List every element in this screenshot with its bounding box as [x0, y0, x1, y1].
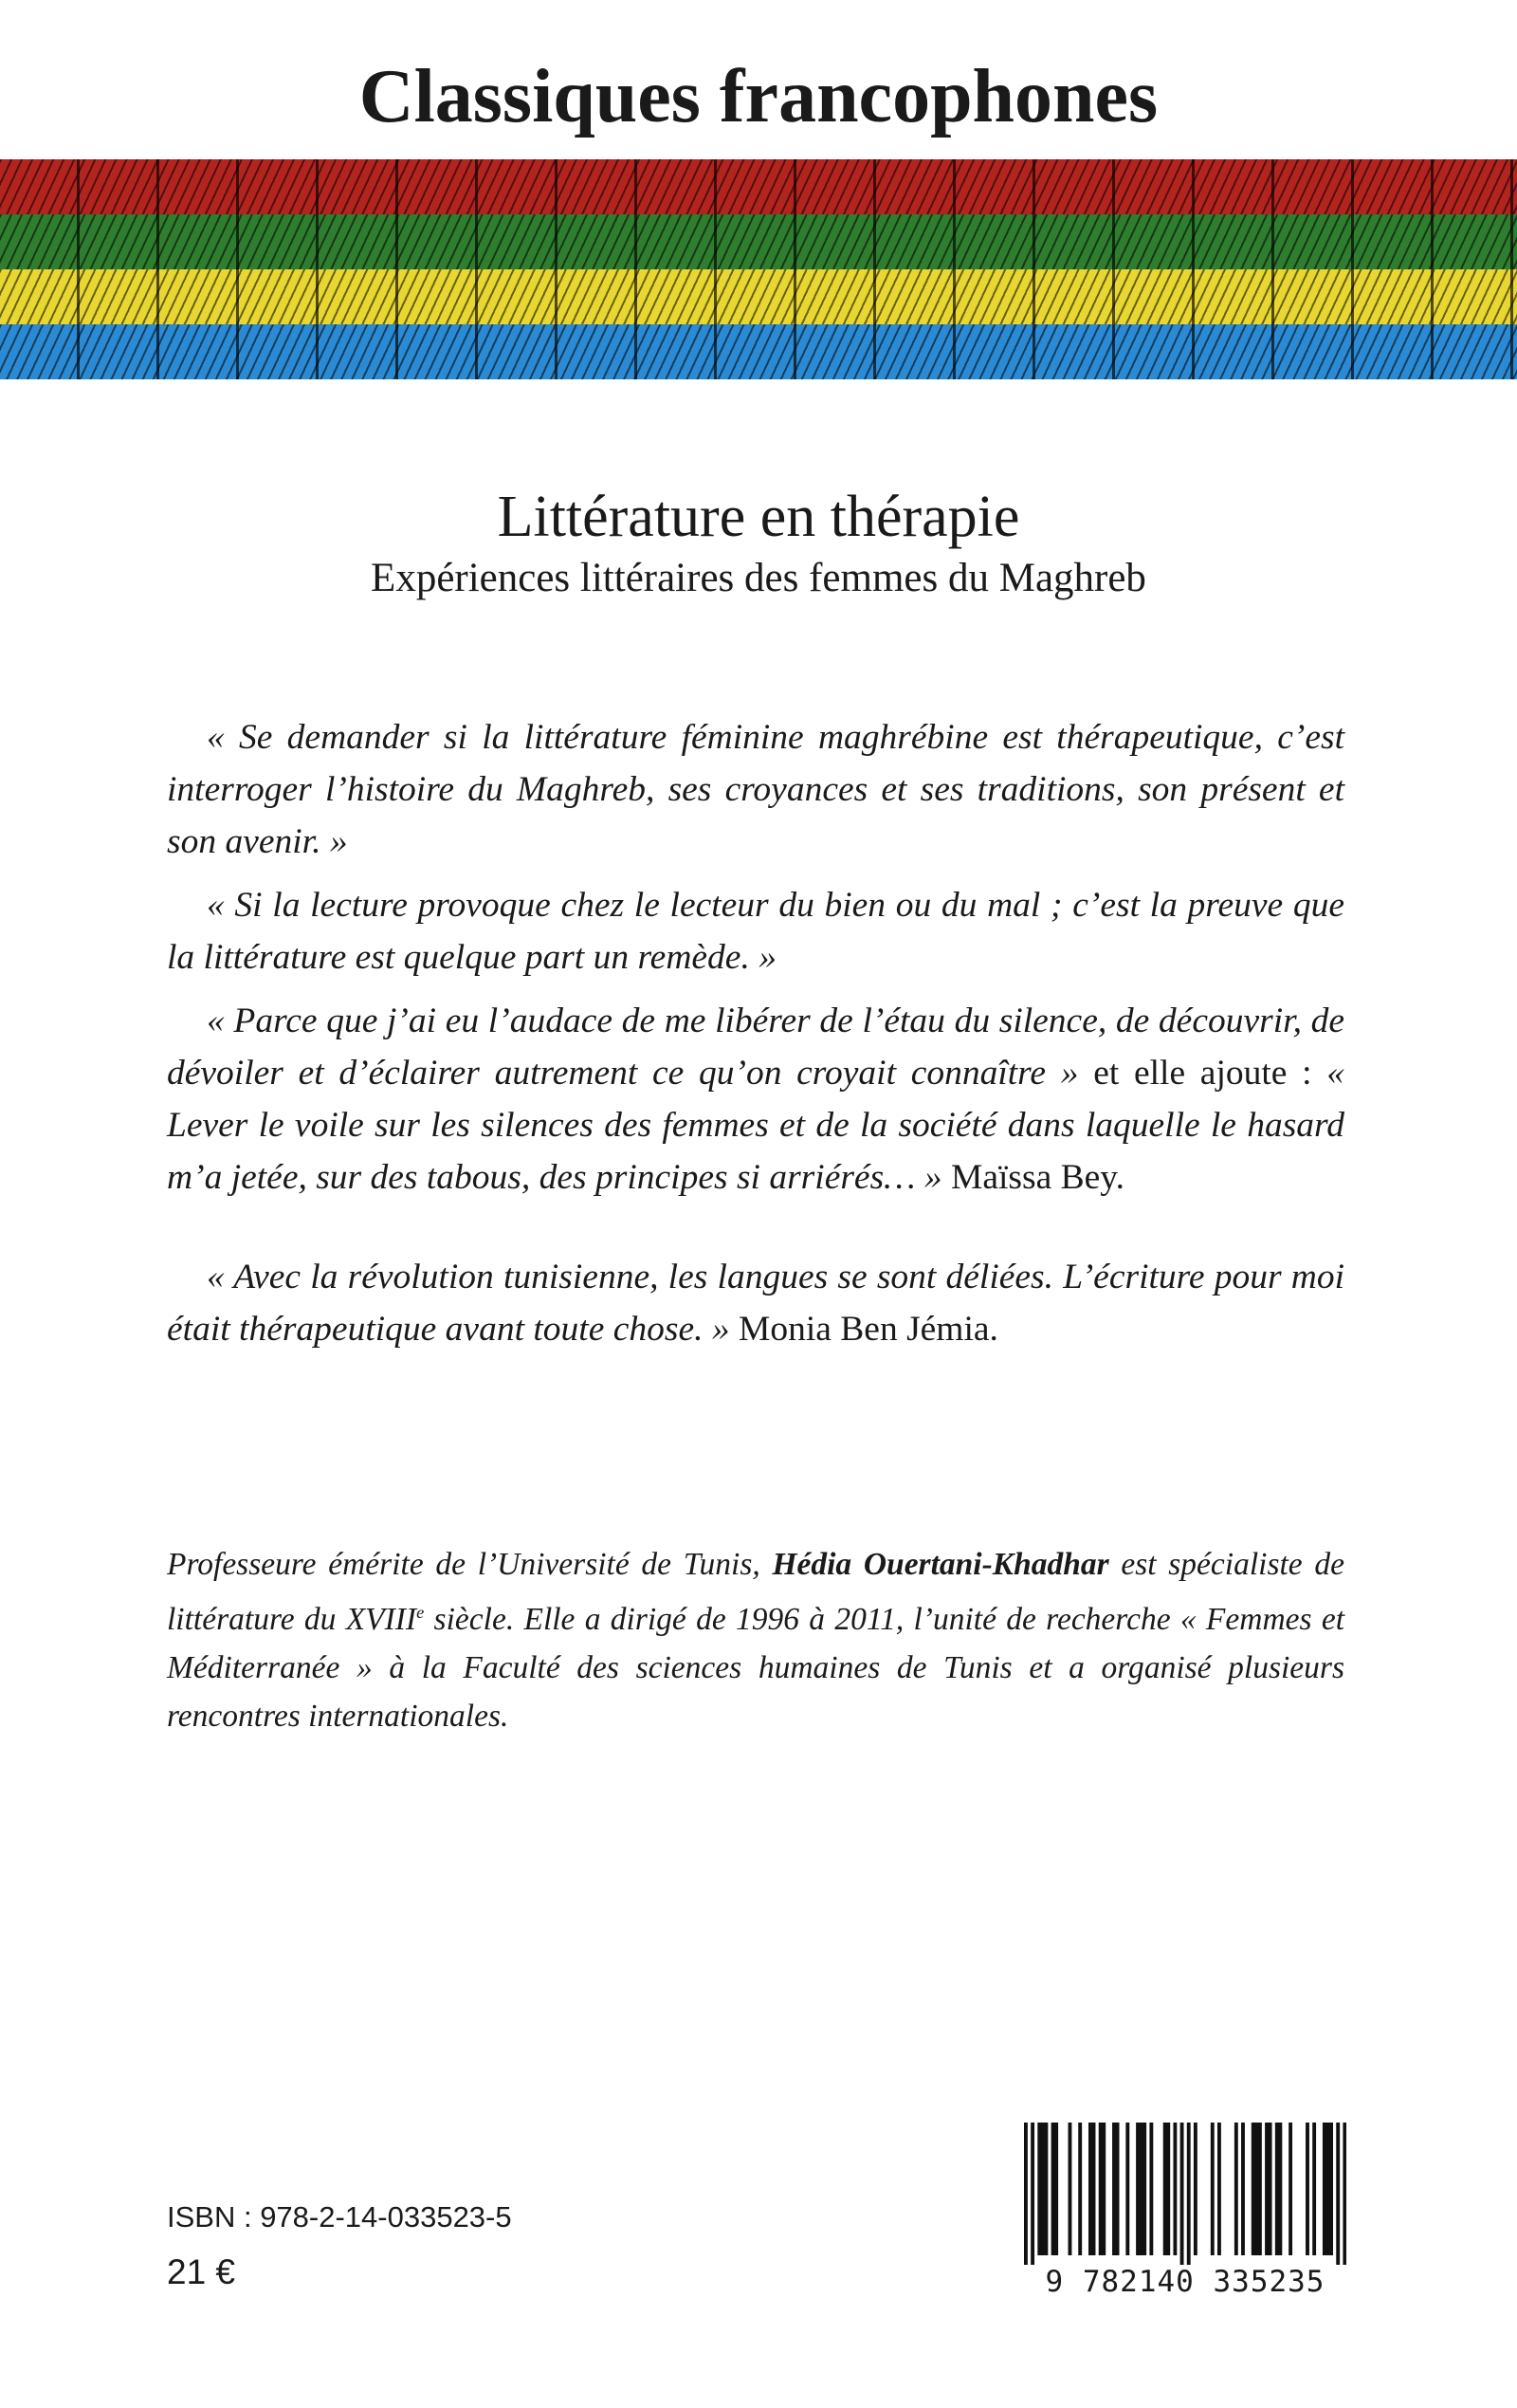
barcode-bar	[1173, 2123, 1177, 2255]
barcode-bar	[1099, 2123, 1103, 2255]
barcode-bar	[1024, 2123, 1028, 2265]
barcode-bar	[1078, 2123, 1082, 2255]
barcode-bar	[1323, 2123, 1326, 2255]
barcode-bar	[1180, 2123, 1184, 2265]
bio-text-2: siècle. Elle a dirigé de 1996 à 2011, l’unité de recherche « Femmes et Méditerranée » à la Faculté des sciences humaines de Tunis et a organisé plusieurs rencontres internationales.	[167, 1602, 1345, 1735]
quote-3-connector: et elle ajoute :	[1078, 1054, 1327, 1093]
barcode-bar	[1326, 2123, 1330, 2255]
barcode-bar	[1269, 2123, 1272, 2255]
stripe-blue	[0, 324, 1517, 379]
quote-4-text: « Avec la révolution tunisienne, les langues se sont déliées. L’écriture pour moi était thérapeutique avant toute chose. »	[167, 1258, 1344, 1349]
quote-4-attribution: Monia Ben Jémia.	[729, 1310, 998, 1349]
barcode-bar	[1258, 2123, 1262, 2255]
barcode-bar	[1051, 2123, 1055, 2255]
barcode-bar	[1044, 2123, 1048, 2255]
barcode-bar	[1149, 2123, 1153, 2255]
bio-text-1: est spécialiste de littérature du XVIII	[167, 1547, 1344, 1638]
bio-intro: Professeure émérite de l’Université de Tunis,	[167, 1547, 773, 1582]
stripe-yellow	[0, 269, 1517, 324]
stripe-green	[0, 214, 1517, 269]
quote-2	[167, 879, 1344, 983]
barcode-bar	[1211, 2123, 1215, 2255]
quote-1	[167, 711, 1344, 868]
barcode-bar	[1343, 2123, 1346, 2265]
barcode-bar	[1140, 2123, 1143, 2255]
barcode	[1024, 2123, 1346, 2312]
barcode-bar	[1136, 2123, 1140, 2255]
color-stripes	[0, 159, 1517, 379]
barcode-bar	[1041, 2123, 1045, 2255]
author-bio-paragraph	[167, 1540, 1344, 1740]
barcode-bar	[1054, 2123, 1058, 2255]
author-name: Hédia Ouertani-Khadhar	[772, 1547, 1109, 1582]
quote-3-part1: « Parce que j’ai eu l’audace de me libérer de l’étau du silence, de découvrir, de dévoiler et d’éclairer autrement ce qu’on croyait connaître »	[167, 1002, 1344, 1093]
book-title: Littérature en thérapie	[497, 485, 1020, 549]
quotes-section	[167, 711, 1344, 1367]
price-label: 21 €	[167, 2252, 236, 2291]
barcode-bar	[1265, 2123, 1269, 2255]
barcode-bar	[1336, 2123, 1340, 2265]
barcode-bar	[1234, 2123, 1238, 2255]
barcode-bar	[1125, 2123, 1129, 2255]
barcode-bars	[1024, 2123, 1346, 2265]
book-subtitle: Expériences littéraires des femmes du Maghreb	[371, 556, 1146, 600]
stripe-red	[0, 159, 1517, 214]
barcode-bar	[1254, 2123, 1258, 2255]
barcode-bar	[1312, 2123, 1316, 2255]
barcode-bar	[1102, 2123, 1106, 2255]
barcode-bar	[1187, 2123, 1191, 2265]
barcode-bar	[1275, 2123, 1279, 2255]
barcode-bar	[1092, 2123, 1096, 2255]
barcode-bar	[1194, 2123, 1197, 2255]
barcode-bar	[1217, 2123, 1221, 2255]
barcode-bar	[1069, 2123, 1072, 2255]
barcode-bar	[1241, 2123, 1245, 2255]
barcode-digits: 9 782140 335235	[1045, 2265, 1325, 2299]
isbn-label: ISBN : 978-2-14-033523-5	[167, 2200, 512, 2233]
barcode-bar	[1116, 2123, 1120, 2255]
barcode-bar	[1088, 2123, 1092, 2255]
barcode-bar	[1166, 2123, 1170, 2255]
quote-3-part2: « Lever le voile sur les silences des femmes et de la société dans laquelle le hasard m’a jetée, sur des tabous, des principes si arriérés… »	[167, 1054, 1345, 1197]
barcode-bar	[1289, 2123, 1292, 2255]
barcode-bar	[1163, 2123, 1167, 2255]
barcode-bar	[1252, 2123, 1255, 2255]
barcode-bar	[1142, 2123, 1146, 2255]
barcode-bar	[1031, 2123, 1034, 2265]
author-bio	[167, 1540, 1344, 1740]
quote-4	[167, 1251, 1344, 1355]
barcode-bar	[1112, 2123, 1116, 2255]
series-title: Classiques francophones	[358, 55, 1159, 138]
barcode-bar	[1278, 2123, 1282, 2255]
barcode-bar	[1037, 2123, 1041, 2255]
quote-2-text: « Si la lecture provoque chez le lecteur du bien ou du mal ; c’est la preuve que la littérature est quelque part un remède. »	[167, 886, 1344, 977]
barcode-bar	[1329, 2123, 1333, 2255]
barcode-bar	[1306, 2123, 1309, 2255]
bio-superscript: e	[416, 1603, 425, 1622]
quote-1-text: « Se demander si la littérature féminine maghrébine est thérapeutique, c’est interroger l’histoire du Maghreb, ses croyances et ses traditions, son présent et son avenir. »	[167, 718, 1344, 861]
quote-3	[167, 995, 1344, 1204]
quote-3-attribution: Maïssa Bey.	[941, 1158, 1124, 1197]
